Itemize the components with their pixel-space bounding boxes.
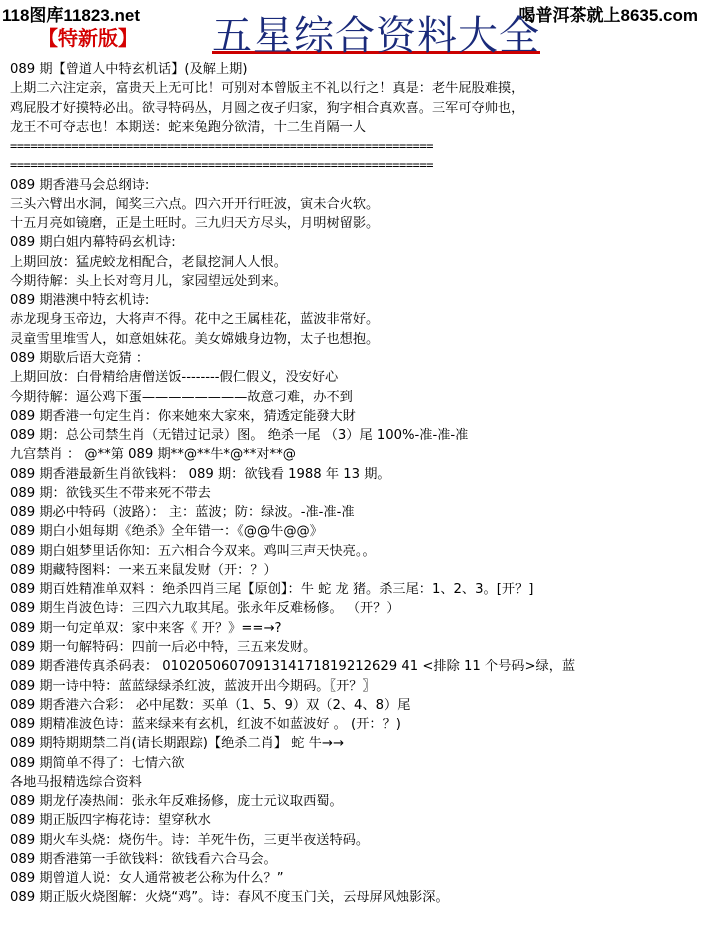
text-line: 089 期香港六合彩： 必中尾数：买单（1、5、9）双（2、4、8）尾 bbox=[10, 697, 411, 713]
edition-badge: 【特新版】 bbox=[38, 26, 138, 50]
text-line: 089 期特期期禁二肖(请长期跟踪)【绝杀二肖】 蛇 牛→→ bbox=[10, 736, 344, 752]
text-line: 089 期百姓精准单双料 ：绝杀四肖三尾【原创】：牛 蛇 龙 猪。杀三尾：1、2、3。[开？] bbox=[10, 582, 534, 598]
text-line: 089 期歇后语大竞猜 ： bbox=[10, 350, 150, 366]
text-line: 089 期香港一句定生肖：你来她來大家來，猜透定能發大財 bbox=[10, 408, 356, 424]
text-line: 089 期香港第一手欲钱料：欲钱看六合马会。 bbox=[10, 851, 277, 867]
text-line: 089 期必中特码（波路）： 主：蓝波；防：绿波。-准-准-准 bbox=[10, 505, 355, 521]
text-line: 今期待解：逼公鸡下蛋————————故意刁难，办不到 bbox=[10, 389, 353, 405]
text-line: 089 期港澳中特玄机诗: bbox=[10, 293, 150, 309]
text-line: 089 期一诗中特：蓝蓝绿绿杀红波，蓝波开出今期码。〖开？〗 bbox=[10, 678, 376, 694]
text-line: 鸡屁股才好摸特必出。欲寻特码丛，月圆之夜孑归家，狗字相合真欢喜。三军可夺帅也， bbox=[10, 100, 525, 116]
text-line: 龙王不可夺志也！本期送：蛇来兔跑分欲清，十二生肖隔一人 bbox=[10, 119, 367, 135]
text-line: 今期待解：头上长对弯月儿，家园望远处到来。 bbox=[10, 273, 287, 289]
text-line: 089 期曾道人说：女人通常被老公称为什么？” bbox=[10, 871, 284, 887]
text-line: 089 期火车头烧：烧伤牛。诗：羊死牛伤，三更半夜送特码。 bbox=[10, 832, 370, 848]
text-line: 089 期：总公司禁生肖（无错过记录）图。 绝杀一尾 （3）尾 100%-准-准-准 bbox=[10, 428, 469, 444]
header bbox=[0, 0, 702, 59]
text-line: 089 期正版四字梅花诗：望穿秋水 bbox=[10, 813, 211, 829]
text-line: 089 期正版火烧图解：火烧“鸡”。诗：春风不度玉门关，云母屏风烛影深。 bbox=[10, 890, 449, 906]
document-body bbox=[10, 60, 698, 908]
text-line: 上期回放：白骨精给唐僧送饭--------假仁假义，没安好心 bbox=[10, 370, 339, 386]
text-line: 089 期龙仔凑热闹：张永年反难扬修，庞士元议取西蜀。 bbox=[10, 794, 343, 810]
site-right-logo[interactable]: 喝普洱茶就上8635.com bbox=[518, 6, 698, 25]
text-line: 089 期生肖波色诗：三四六九取其尾。张永年反难杨修。 （开？） bbox=[10, 601, 400, 617]
text-line: 089 期一句解特码：四前一后必中特，三五来发财。 bbox=[10, 639, 317, 655]
text-line: 089 期香港马会总纲诗: bbox=[10, 177, 150, 193]
text-line: 三头六臂出水洞，闻奖三六点。四六开开行旺波，寅未合火软。 bbox=[10, 196, 380, 212]
text-line: 089 期一句定单双：家中来客《 开？》==→? bbox=[10, 620, 282, 636]
text-line: 089 期香港最新生肖欲钱料： 089 期：欲钱看 1988 年 13 期。 bbox=[10, 466, 391, 482]
text-line: 灵童雪里堆雪人，如意姐妹花。美女嫦娥身边物，太子也想抱。 bbox=[10, 331, 380, 347]
site-left-logo[interactable]: 118图库11823.net bbox=[2, 6, 140, 25]
page-title: 五星综合资料大全 bbox=[212, 13, 540, 59]
text-line: 十五月亮如镜磨，正是土旺时。三九归天方尽头，月明树留影。 bbox=[10, 216, 380, 232]
text-line: 089 期白姐内幕特码玄机诗: bbox=[10, 235, 176, 251]
text-line: 089 期白小姐每期《绝杀》全年错一：《@@牛@@》 bbox=[10, 524, 323, 540]
text-line: 九宫禁肖 ： @**第 089 期**@**牛*@**对**@ bbox=[10, 447, 296, 463]
text-line: 各地马报精选综合资料 bbox=[10, 774, 142, 790]
text-line: 089 期藏特图料：一来五来鼠发财（开：？） bbox=[10, 562, 277, 578]
text-line: 089 期：欲钱买生不带来死不带去 bbox=[10, 485, 211, 501]
separator-line: ============================================================== bbox=[10, 139, 434, 154]
separator-line: ============================================================== bbox=[10, 158, 434, 173]
text-line: 089 期简单不得了：七情六欲 bbox=[10, 755, 185, 771]
text-line: 089 期白姐梦里话你知：五六相合今双来。鸡叫三声天快亮。。 bbox=[10, 543, 376, 559]
text-line: 赤龙现身玉帝边，大将声不得。花中之王属桂花，蓝波非常好。 bbox=[10, 312, 380, 328]
text-line: 089 期香港传真杀码表： 0102050607091314171819212629 41 <排除 11 个号码>绿，蓝 bbox=[10, 659, 576, 675]
text-line: 上期回放：猛虎蛟龙相配合，老鼠挖洞人人恨。 bbox=[10, 254, 287, 270]
text-line: 089 期精准波色诗：蓝来绿来有玄机，红波不如蓝波好 。 (开：？) bbox=[10, 717, 401, 733]
text-line: 089 期【曾道人中特玄机话】(及解上期) bbox=[10, 62, 248, 77]
text-line: 上期二六注定亲，富贵天上无可比！可别对本曾版主不礼以行之！真是：老牛屁股难摸， bbox=[10, 81, 525, 97]
